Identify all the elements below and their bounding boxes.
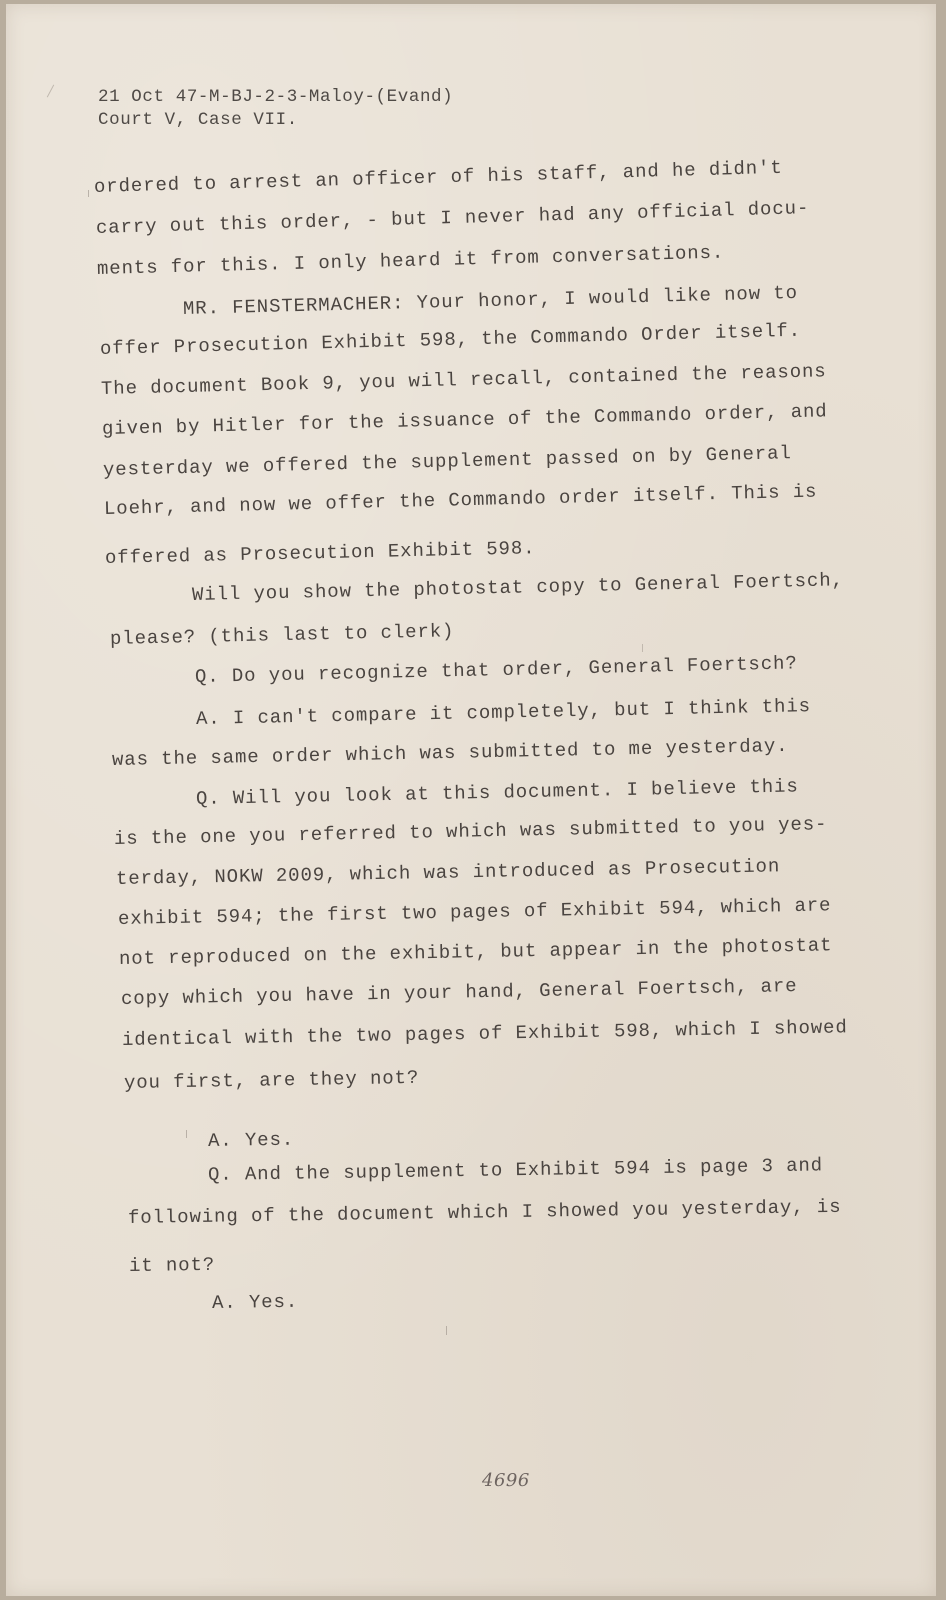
margin-mark [47,85,54,98]
header-court-case: Court V, Case VII. [98,110,298,130]
margin-mark [642,644,643,652]
text-line: offer Prosecution Exhibit 598, the Commando Order itself. [99,319,802,360]
text-line: exhibit 594; the first two pages of Exhibit 594, which are [117,894,832,930]
text-line: Will you show the photostat copy to General Foertsch, [191,569,845,606]
text-line: copy which you have in your hand, General Foertsch, are [120,975,798,1010]
text-line: The document Book 9, you will recall, contained the reasons [100,360,827,400]
text-line: please? (this last to clerk) [109,620,455,650]
text-line: is the one you referred to which was submitted to you yes- [113,813,828,850]
text-line: following of the document which I showed you yesterday, is [127,1195,842,1229]
text-line: Q. Will you look at this document. I believe this [195,775,799,810]
page-number: 4696 [482,1470,530,1491]
text-line: carry out this order, - but I never had any official docu- [95,197,810,239]
text-line: yesterday we offered the supplement passed on by General [102,442,792,481]
text-line: identical with the two pages of Exhibit 598, which I showed [121,1016,848,1051]
text-line: ordered to arrest an officer of his staff, and he didn't [93,156,783,198]
text-line: you first, are they not? [123,1066,420,1094]
text-line: Q. And the supplement to Exhibit 594 is page 3 and [207,1154,824,1186]
text-line: was the same order which was submitted to me yesterday. [111,734,789,771]
text-line: Loehr, and now we offer the Commando order itself. This is [103,480,818,520]
header-reference: 21 Oct 47-M-BJ-2-3-Maloy-(Evand) [98,87,454,107]
text-line: A. Yes. [211,1290,299,1314]
text-line: A. I can't compare it completely, but I think this [195,695,812,730]
margin-mark [186,1130,187,1138]
text-line: terday, NOKW 2009, which was introduced as Prosecution [115,855,781,890]
text-line: MR. FENSTERMACHER: Your honor, I would like now to [182,281,799,320]
text-line: A. Yes. [207,1128,295,1152]
text-line: not reproduced on the exhibit, but appear in the photostat [118,934,833,970]
text-line: offered as Prosecution Exhibit 598. [104,537,536,569]
document-page [6,4,936,1596]
text-line: it not? [128,1253,216,1277]
margin-mark [88,190,89,197]
document-header [98,86,453,132]
text-line: ments for this. I only heard it from conversations. [96,241,725,280]
margin-mark [446,1326,447,1335]
text-line: given by Hitler for the issuance of the Commando order, and [101,400,828,440]
text-line: Q. Do you recognize that order, General Foertsch? [194,652,798,688]
